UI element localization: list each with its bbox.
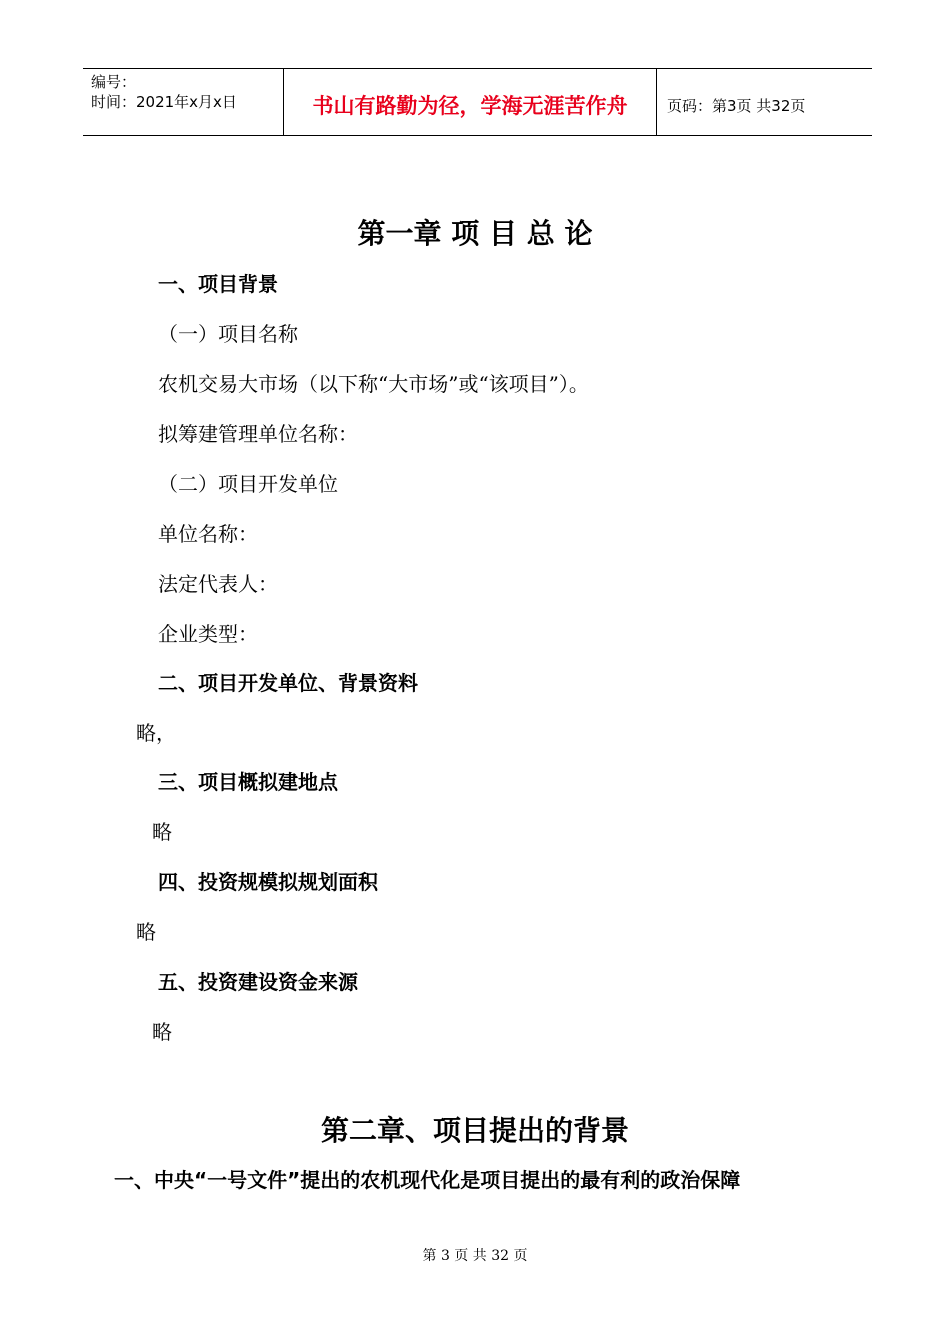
chapter-1-title: 第一章 项 目 总 论 [357, 217, 593, 250]
unit-name-line: 单位名称： [158, 522, 258, 546]
section-5-title: 五、投资建设资金来源 [158, 970, 358, 994]
section-2-title: 二、项目开发单位、背景资料 [158, 671, 418, 695]
company-type-line: 企业类型： [158, 622, 258, 646]
header-page-label: 页码：第3页 共32页 [667, 96, 806, 115]
header-motto: 书山有路勤为径，学海无涯苦作舟 [284, 69, 657, 135]
header-meta [83, 69, 284, 135]
section-4-text: 略 [136, 920, 156, 944]
page-header [83, 68, 872, 136]
header-number-label: 编号： [91, 73, 137, 91]
chapter-2-title: 第二章、项目提出的背景 [320, 1114, 629, 1147]
project-name-line: 农机交易大市场（以下称“大市场”或“该项目”）。 [158, 372, 589, 396]
header-time-label: 时间：2021年x月x日 [91, 93, 237, 111]
chapter-2-section-1-title: 一、中央“一号文件”提出的农机现代化是项目提出的最有利的政治保障 [114, 1168, 741, 1192]
planned-unit-line: 拟筹建管理单位名称： [158, 422, 358, 446]
subsection-2-title: （二）项目开发单位 [158, 472, 338, 496]
section-1-title: 一、项目背景 [158, 272, 278, 296]
section-5-text: 略 [152, 1020, 172, 1044]
page-footer: 第 3 页 共 32 页 [422, 1248, 528, 1264]
subsection-1-title: （一）项目名称 [158, 322, 298, 346]
section-4-title: 四、投资规模拟规划面积 [158, 870, 378, 894]
section-2-text: 略， [136, 721, 176, 745]
section-3-title: 三、项目概拟建地点 [158, 770, 338, 794]
legal-rep-line: 法定代表人： [158, 572, 278, 596]
section-3-text: 略 [152, 820, 172, 844]
